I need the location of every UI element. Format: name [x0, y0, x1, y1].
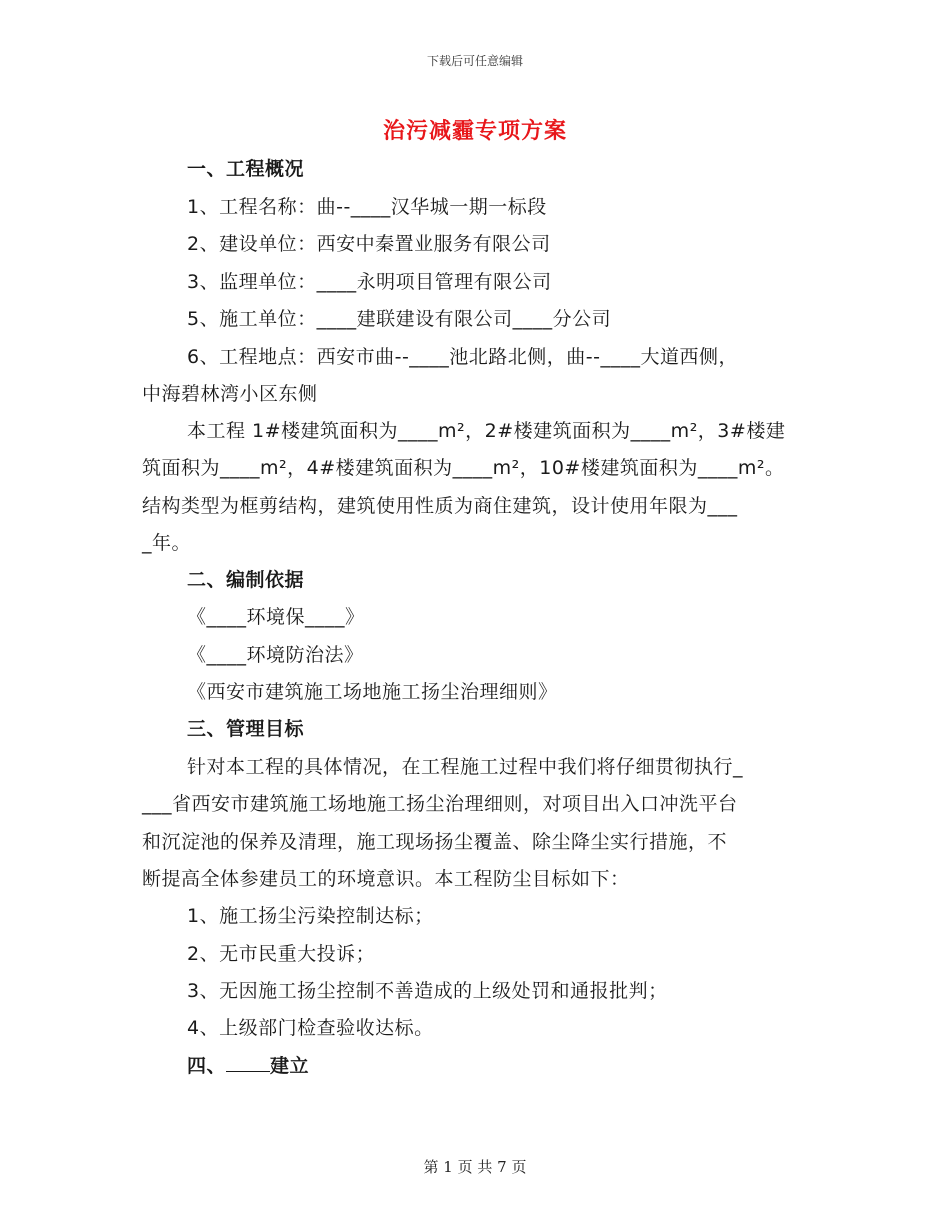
goal-item-4: 4、上级部门检查验收达标。: [187, 1017, 434, 1039]
goal-item-2: 2、无市民重大投诉；: [187, 943, 376, 965]
goal-item-3: 3、无因施工扬尘控制不善造成的上级处罚和通报批判；: [187, 980, 668, 1002]
goals-paragraph-line-4: 断提高全体参建员工的环境意识。本工程防尘目标如下：: [142, 868, 630, 890]
page-header: 下载后可任意编辑: [426, 54, 523, 68]
page-footer: 第 1 页 共 7 页: [423, 1158, 527, 1176]
section-4-heading: [187, 1052, 309, 1080]
section-4-heading-blank: [226, 1053, 270, 1072]
reference-1: 《____环境保____》: [187, 606, 365, 628]
goals-paragraph-line-1: 针对本工程的具体情况，在工程施工过程中我们将仔细贯彻执行_: [187, 756, 744, 778]
goal-item-1: 1、施工扬尘污染控制达标；: [187, 905, 434, 927]
section-1-heading: 一、工程概况: [187, 158, 305, 180]
construction-unit: 2、建设单位：西安中秦置业服务有限公司: [187, 233, 551, 255]
supervision-unit: 3、监理单位：____永明项目管理有限公司: [187, 271, 552, 293]
project-location-line-2: 中海碧林湾小区东侧: [142, 383, 318, 405]
section-4-heading-prefix: 四、: [187, 1055, 227, 1077]
document-title: 治污减霾专项方案: [382, 119, 567, 144]
goals-paragraph-line-2: ___省西安市建筑施工场地施工扬尘治理细则，对项目出入口冲洗平台: [142, 793, 738, 815]
overview-paragraph-line-3: 结构类型为框剪结构，建筑使用性质为商住建筑，设计使用年限为___: [142, 495, 738, 517]
contractor-unit: 5、施工单位：____建联建设有限公司____分公司: [187, 308, 612, 330]
section-3-heading: 三、管理目标: [187, 718, 305, 740]
reference-3: 《西安市建筑施工场地施工扬尘治理细则》: [187, 681, 558, 703]
reference-2: 《____环境防治法》: [187, 644, 364, 666]
project-name: 1、工程名称：曲--____汉华城一期一标段: [187, 196, 547, 218]
overview-paragraph-line-2: 筑面积为____m²，4#楼建筑面积为____m²，10#楼建筑面积为____m²。: [142, 457, 785, 479]
section-4-heading-suffix: 建立: [270, 1055, 310, 1077]
project-location-line-1: 6、工程地点：西安市曲--____池北路北侧，曲--____大道西侧，: [187, 346, 739, 368]
overview-paragraph-line-1: 本工程 1#楼建筑面积为____m²，2#楼建筑面积为____m²，3#楼建: [187, 420, 786, 442]
overview-paragraph-line-4: _年。: [142, 532, 192, 554]
section-2-heading: 二、编制依据: [187, 569, 305, 591]
goals-paragraph-line-3: 和沉淀池的保养及清理，施工现场扬尘覆盖、除尘降尘实行措施，不: [142, 831, 728, 853]
